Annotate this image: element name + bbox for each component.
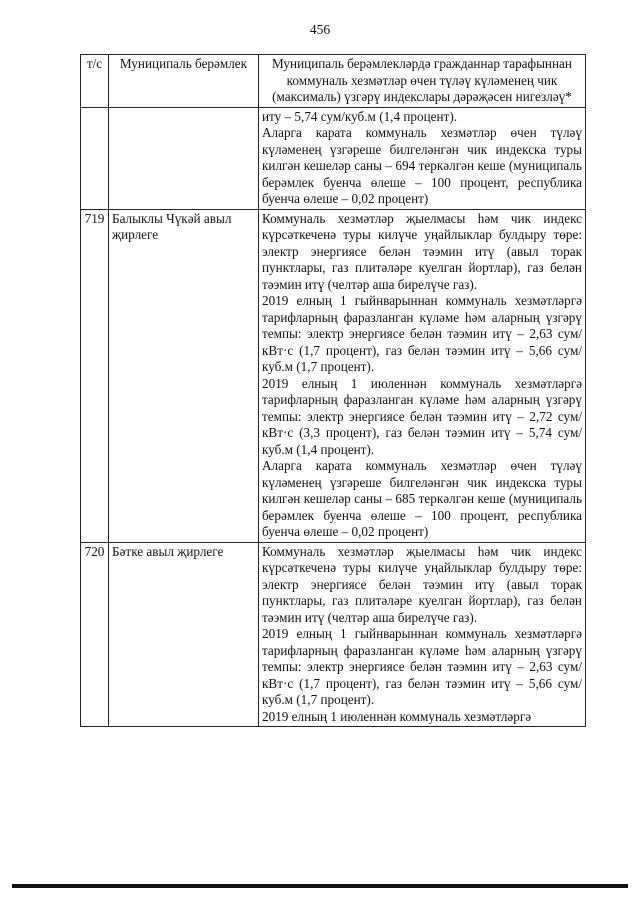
table-header-row bbox=[81, 55, 586, 108]
row-number: 720 bbox=[81, 542, 109, 727]
header-number: т/с bbox=[81, 55, 109, 108]
header-justification: Муниципаль берәмлекләрдә гражданнар тарафыннан коммуналь хезмәтләр өчен түләү күләменең чик (максималь) үзгәрү индекслары дәрәҗәсен нигезләү* bbox=[259, 55, 586, 108]
row-description bbox=[259, 209, 586, 542]
page-number: 456 bbox=[309, 22, 331, 37]
row-description bbox=[259, 542, 586, 727]
tariff-table bbox=[80, 54, 586, 727]
description-paragraph: иту – 5,74 сум/куб.м (1,4 процент). bbox=[262, 108, 458, 124]
row-municipality bbox=[109, 107, 259, 209]
row-municipality: Бәтке авыл җирлеге bbox=[109, 542, 259, 727]
description-paragraph: 2019 елның 1 гыйнварыннан коммуналь хезмәтләргә тарифларның фаразланган күләме һәм аларның үзгәрү темпы: электр энергиясе белән тәэмин итү – 2,63 сум/кВт·с (1,7 процент), газ белән тәэмин итү – 5,66 сум/куб.м (1,7 процент). bbox=[262, 626, 582, 707]
bottom-rule bbox=[12, 884, 628, 888]
row-description bbox=[259, 107, 586, 209]
description-paragraph: 2019 елның 1 гыйнварыннан коммуналь хезмәтләргә тарифларның фаразланган күләме һәм аларның үзгәрү темпы: электр энергиясе белән тәэмин итү – 2,63 сум/кВт·с (1,7 процент), газ белән тәэмин итү – 5,66 сум/куб.м (1,7 процент). bbox=[262, 293, 582, 374]
description-paragraph: Аларга карата коммуналь хезмәтләр өчен түләү күләменең үзгәреше билгеләнгән чик индекска туры килгән кешеләр саны – 694 теркәлгән кеше (муниципаль берәмлек буенча өлеше – 100 процент, республика буенча өлеше – 0,02 процент) bbox=[262, 125, 582, 206]
description-paragraph: Коммуналь хезмәтләр җыелмасы һәм чик индекс күрсәткеченә туры килүче уңайлыклар булдыру төре: электр энергиясе белән тәэмин итү (авыл торак пунктлары, газ плитәләре куелган йортлар), газ белән тәэмин итү (челтәр аша бирелүче газ). bbox=[262, 210, 582, 292]
table-row bbox=[81, 209, 586, 542]
header-municipality: Муниципаль берәмлек bbox=[109, 55, 259, 108]
table-row bbox=[81, 107, 586, 209]
description-paragraph: 2019 елның 1 июленнән коммуналь хезмәтләргә тарифларның фаразланган күләме һәм аларның үзгәрү темпы: электр энергиясе белән тәэмин итү – 2,72 сум/кВт·с (3,3 процент), газ белән тәэмин итү – 5,74 сум/куб.м (1,4 процент). bbox=[262, 375, 582, 457]
row-municipality: Балыклы Чүкәй авыл җирлеге bbox=[109, 209, 259, 542]
description-paragraph: Коммуналь хезмәтләр җыелмасы һәм чик индекс күрсәткеченә туры килүче уңайлыклар булдыру төре: электр энергиясе белән тәэмин итү (авыл торак пунктлары, газ плитәләре куелган йортлар), газ белән тәэмин итү (челтәр аша бирелүче газ). bbox=[262, 543, 582, 625]
row-number: 719 bbox=[81, 209, 109, 542]
table-row bbox=[81, 542, 586, 727]
description-paragraph: Аларга карата коммуналь хезмәтләр өчен түләү күләменең үзгәреше билгеләнгән чик индекска туры килгән кешеләр саны – 685 теркәлгән кеше (муниципаль берәмлек буенча өлеше – 100 процент, республика буенча өлеше – 0,02 процент) bbox=[262, 458, 582, 539]
description-paragraph: 2019 елның 1 июленнән коммуналь хезмәтләргә bbox=[262, 708, 532, 724]
row-number bbox=[81, 107, 109, 209]
